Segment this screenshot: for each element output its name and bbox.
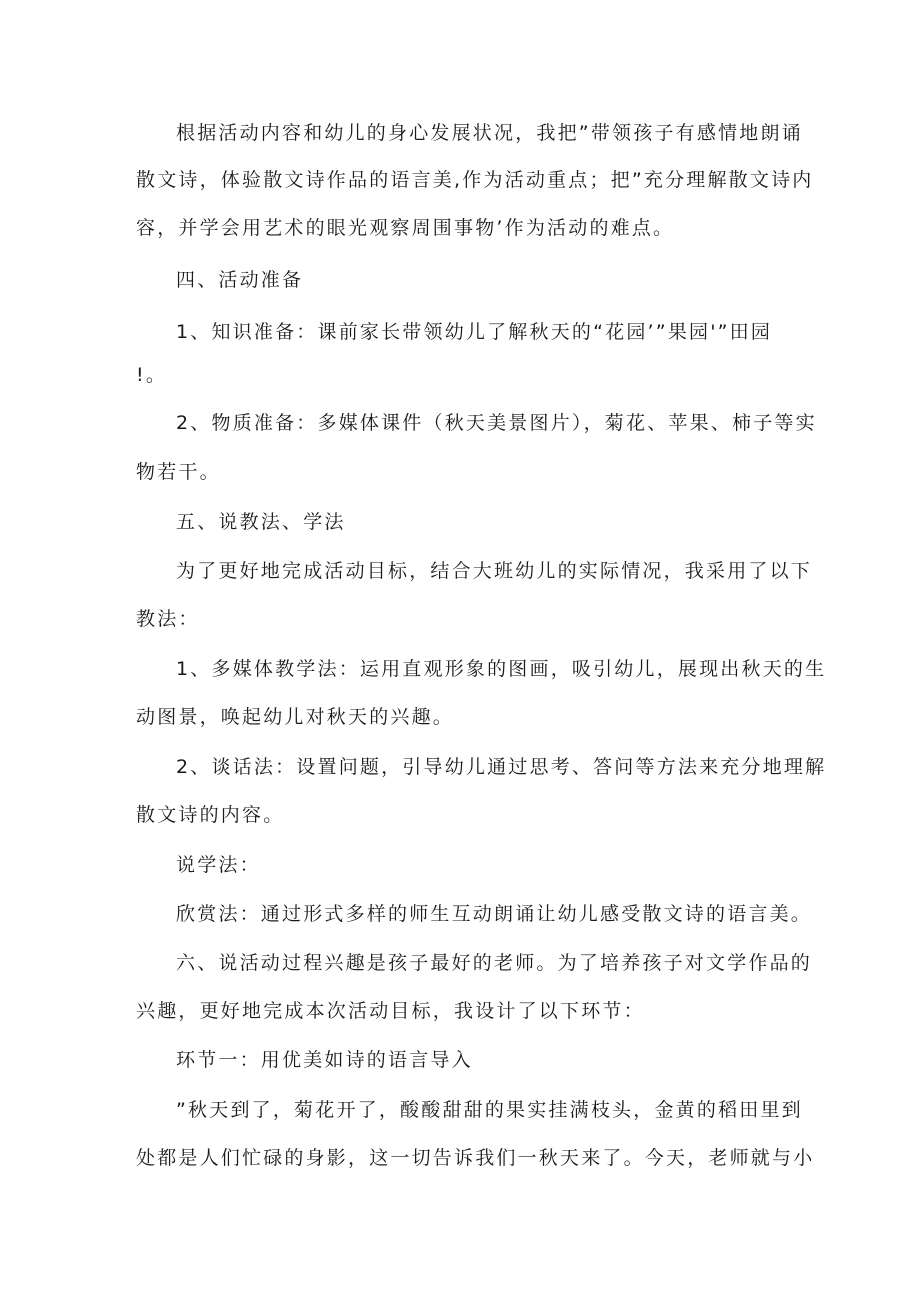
paragraph-line: 说学法： <box>176 854 261 876</box>
paragraph-line: 散文诗的内容。 <box>136 804 285 826</box>
section-heading: 环节一：用优美如诗的语言导入 <box>176 1049 473 1071</box>
paragraph-line: 1、多媒体教学法：运用直观形象的图画，吸引幼儿，展现出秋天的生 <box>176 658 827 680</box>
paragraph-line: 为了更好地完成活动目标，结合大班幼儿的实际情况，我采用了以下 <box>176 560 813 582</box>
paragraph-line: 容，并学会用艺术的眼光观察周围事物’作为活动的难点。 <box>136 217 675 239</box>
paragraph-line: 处都是人们忙碌的身影，这一切告诉我们一秋天来了。今天，老师就与小 <box>136 1147 815 1169</box>
paragraph-line: 1、知识准备：课前家长带领幼儿了解秋天的“花园’”果园'”田园 <box>176 321 773 343</box>
paragraph-line: ”秋天到了，菊花开了，酸酸甜甜的果实挂满枝头，金黄的稻田里到 <box>176 1099 803 1121</box>
paragraph-line: 动图景，唤起幼儿对秋天的兴趣。 <box>136 706 455 728</box>
paragraph-line: 欣赏法：通过形式多样的师生互动朗诵让幼儿感受散文诗的语言美。 <box>176 903 813 925</box>
paragraph-line: 2、谈话法：设置问题，引导幼儿通过思考、答问等方法来充分地理解 <box>176 756 827 778</box>
paragraph-line: 教法： <box>136 608 200 630</box>
paragraph-line: !。 <box>136 364 168 386</box>
paragraph-line: 散文诗，体验散文诗作品的语言美,作为活动重点；把”充分理解散文诗内 <box>136 169 814 191</box>
paragraph-line: 兴趣，更好地完成本次活动目标，我设计了以下环节： <box>136 1000 645 1022</box>
paragraph-line: 2、物质准备：多媒体课件（秋天美景图片），菊花、苹果、柿子等实 <box>176 412 817 434</box>
paragraph-line: 物若干。 <box>136 461 221 483</box>
paragraph-line: 六、说活动过程兴趣是孩子最好的老师。为了培养孩子对文学作品的 <box>176 952 813 974</box>
section-heading: 五、说教法、学法 <box>176 511 346 533</box>
paragraph-line: 根据活动内容和幼儿的身心发展状况，我把”带领孩子有感情地朗诵 <box>176 122 803 144</box>
section-heading: 四、活动准备 <box>176 269 304 291</box>
